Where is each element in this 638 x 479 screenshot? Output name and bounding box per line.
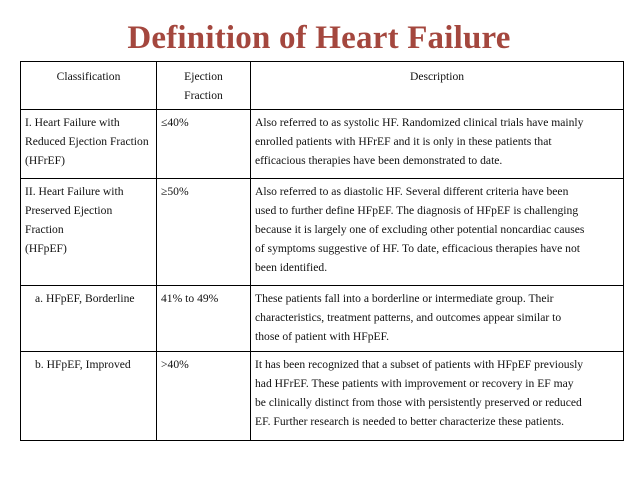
cell-ejection-fraction: ≥50% — [157, 179, 251, 286]
description-line: EF. Further research is needed to better characterize these patients. — [255, 415, 565, 428]
cell-ejection-fraction: >40% — [157, 352, 251, 441]
heart-failure-definition-table — [20, 61, 624, 441]
classification-line: (HFpEF) — [25, 242, 67, 255]
classification-line: (HFrEF) — [25, 154, 65, 167]
header-ejection-fraction — [157, 62, 251, 110]
description-line: had HFrEF. These patients with improvement or recovery in EF may — [255, 377, 574, 390]
description-line: It has been recognized that a subset of patients with HFpEF previously — [255, 358, 584, 371]
cell-ejection-fraction: 41% to 49% — [157, 286, 251, 352]
header-ef-line-2: Fraction — [184, 89, 223, 102]
table-row-hfpef — [21, 179, 624, 286]
cell-description — [251, 286, 624, 352]
table-row-hfref — [21, 110, 624, 179]
cell-description — [251, 352, 624, 441]
cell-classification — [21, 179, 157, 286]
classification-line: b. HFpEF, Improved — [35, 358, 131, 371]
table-header-row — [21, 62, 624, 110]
description-line: Also referred to as systolic HF. Randomized clinical trials have mainly — [255, 116, 584, 129]
description-line: Also referred to as diastolic HF. Several different criteria have been — [255, 185, 569, 198]
header-classification: Classification — [21, 62, 157, 110]
cell-description — [251, 179, 624, 286]
cell-classification — [21, 286, 157, 352]
header-description: Description — [251, 62, 624, 110]
description-line: been identified. — [255, 261, 328, 274]
table-row-hfpef-borderline — [21, 286, 624, 352]
description-line: those of patient with HFpEF. — [255, 330, 390, 343]
description-line: be clinically distinct from those with persistently preserved or reduced — [255, 396, 582, 409]
header-ef-line-1: Ejection — [184, 70, 223, 83]
description-line: of symptoms suggestive of HF. To date, efficacious therapies have not — [255, 242, 580, 255]
slide-title: Definition of Heart Failure — [127, 20, 511, 56]
classification-line: Reduced Ejection Fraction — [25, 135, 149, 148]
classification-line: Preserved Ejection Fraction — [25, 204, 113, 236]
description-line: enrolled patients with HFrEF and it is only in these patients that — [255, 135, 552, 148]
cell-classification — [21, 110, 157, 179]
classification-line: I. Heart Failure with — [25, 116, 120, 129]
description-line: efficacious therapies have been demonstrated to date. — [255, 154, 503, 167]
cell-ejection-fraction: ≤40% — [157, 110, 251, 179]
classification-line: II. Heart Failure with — [25, 185, 124, 198]
cell-description — [251, 110, 624, 179]
description-line: characteristics, treatment patterns, and outcomes appear similar to — [255, 311, 562, 324]
classification-line: a. HFpEF, Borderline — [35, 292, 135, 305]
cell-classification — [21, 352, 157, 441]
description-line: used to further define HFpEF. The diagnosis of HFpEF is challenging — [255, 204, 579, 217]
table-row-hfpef-improved — [21, 352, 624, 441]
description-line: These patients fall into a borderline or intermediate group. Their — [255, 292, 554, 305]
description-line: because it is largely one of excluding other potential noncardiac causes — [255, 223, 585, 236]
